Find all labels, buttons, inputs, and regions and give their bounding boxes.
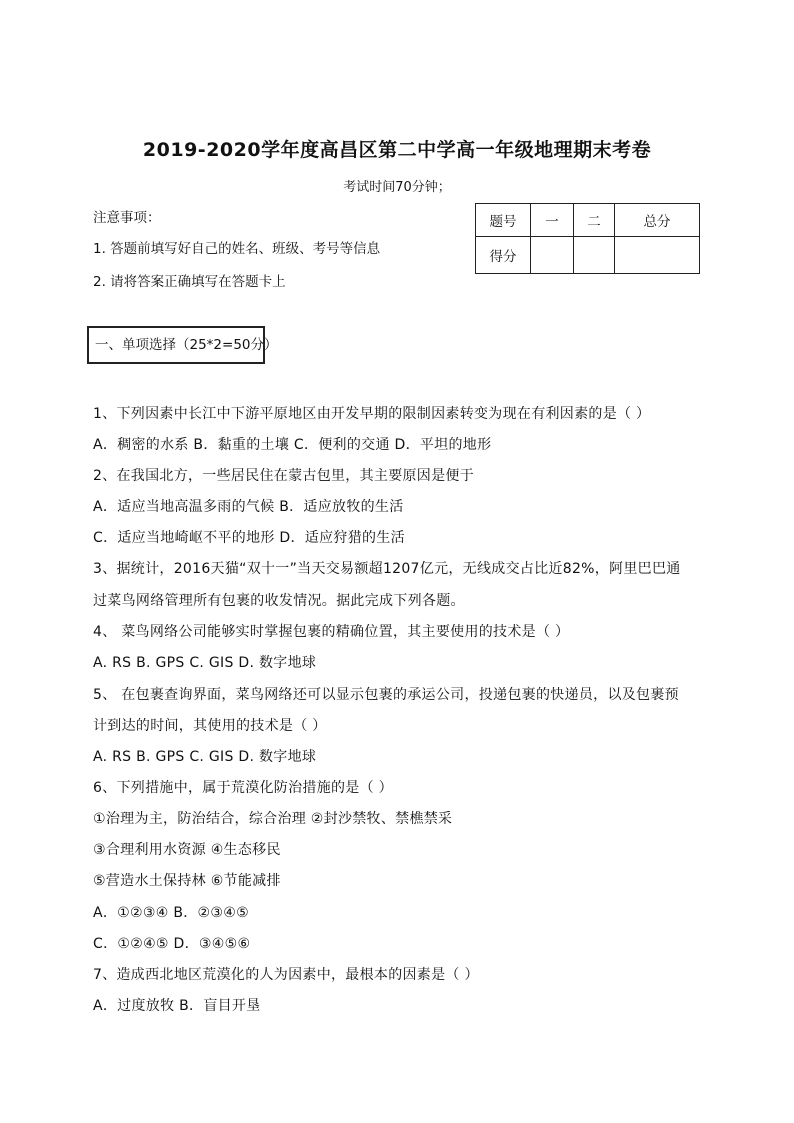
question-line: 3、据统计，2016天猫“双十一”当天交易额超1207亿元，无线成交占比近82%，阿里巴巴通 [93, 561, 681, 577]
question-line: A．适应当地高温多雨的气候 B．适应放牧的生活 [93, 499, 404, 515]
score-table-score-row [476, 237, 700, 274]
question-line: 计到达的时间，其使用的技术是（ ） [93, 718, 327, 734]
question-line: 过菜鸟网络管理所有包裹的收发情况。据此完成下列各题。 [93, 593, 465, 609]
question-line: 6、下列措施中，属于荒漠化防治措施的是（ ） [93, 780, 393, 796]
score-cell: 题号 [476, 204, 531, 237]
score-cell: 二 [574, 204, 615, 237]
question-line: 2、在我国北方，一些居民住在蒙古包里，其主要原因是便于 [93, 468, 475, 484]
question-line: ①治理为主，防治结合，综合治理 ②封沙禁牧、禁樵禁采 [93, 811, 453, 827]
notice-item-2: 2. 请将答案正确填写在答题卡上 [93, 274, 286, 290]
question-line: C．适应当地崎岖不平的地形 D．适应狩猎的生活 [93, 530, 405, 546]
exam-duration: 考试时间70分钟； [343, 180, 451, 195]
score-table-header-row [476, 204, 700, 237]
question-line: 1、下列因素中长江中下游平原地区由开发早期的限制因素转变为现在有利因素的是（ ） [93, 406, 651, 422]
exam-title: 2019-2020学年度高昌区第二中学高一年级地理期末考卷 [142, 139, 652, 161]
question-line: ⑤营造水土保持林 ⑥节能减排 [93, 873, 281, 889]
section-title: 一、单项选择（25*2=50分） [87, 326, 265, 364]
score-input-cell[interactable] [574, 237, 615, 274]
question-line: A．①②③④ B．②③④⑤ [93, 905, 249, 921]
question-line: 7、造成西北地区荒漠化的人为因素中，最根本的因素是（ ） [93, 967, 479, 983]
score-cell: 总分 [615, 204, 700, 237]
question-line: A. RS B. GPS C. GIS D. 数字地球 [93, 749, 317, 765]
score-table [475, 203, 700, 274]
question-line: ③合理利用水资源 ④生态移民 [93, 842, 281, 858]
score-cell: 一 [531, 204, 574, 237]
question-line: 5、 在包裹查询界面，菜鸟网络还可以显示包裹的承运公司，投递包裹的快递员，以及包裹预 [93, 687, 679, 703]
question-line: A．过度放牧 B．盲目开垦 [93, 998, 261, 1014]
question-line: C．①②④⑤ D．③④⑤⑥ [93, 936, 251, 952]
notice-heading: 注意事项： [93, 210, 161, 226]
question-line: 4、 菜鸟网络公司能够实时掌握包裹的精确位置，其主要使用的技术是（ ） [93, 624, 570, 640]
score-input-cell[interactable] [531, 237, 574, 274]
notice-item-1: 1. 答题前填写好自己的姓名、班级、考号等信息 [93, 241, 381, 257]
score-cell: 得分 [476, 237, 531, 274]
score-input-cell[interactable] [615, 237, 700, 274]
question-line: A. RS B. GPS C. GIS D. 数字地球 [93, 655, 317, 671]
question-line: A．稠密的水系 B．黏重的土壤 C．便利的交通 D．平坦的地形 [93, 437, 492, 453]
